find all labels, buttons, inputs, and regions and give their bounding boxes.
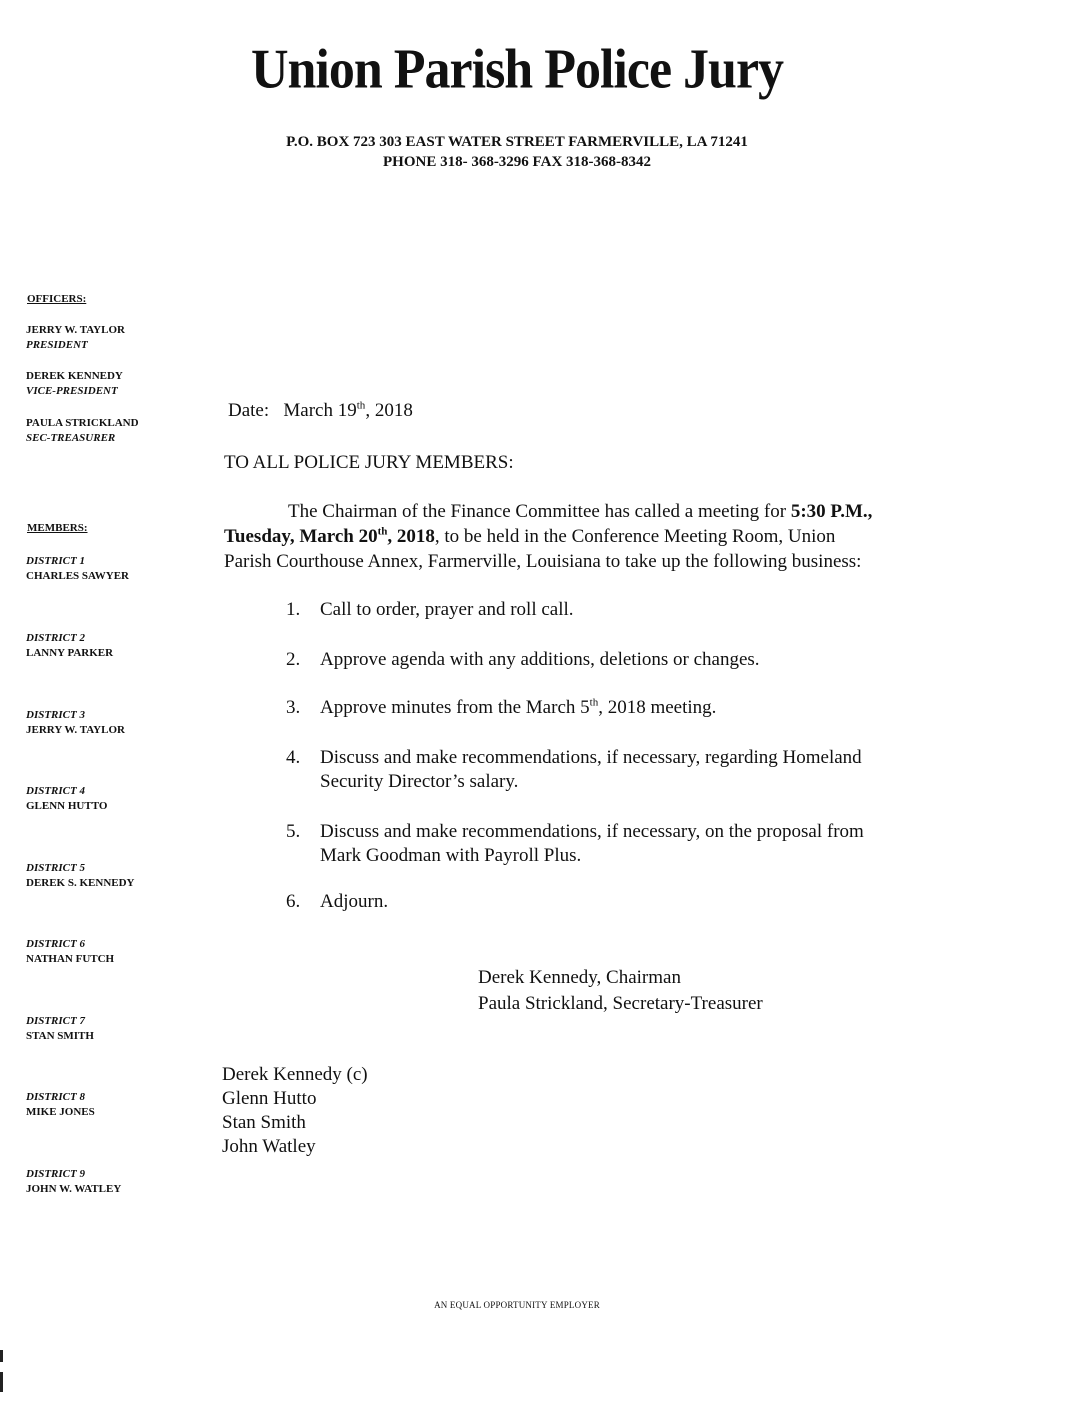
member-name: JOHN W. WATLEY — [26, 1183, 122, 1195]
date-suffix: th — [356, 399, 366, 412]
member-district: DISTRICT 9 — [26, 1168, 85, 1180]
officer-name: JERRY W. TAYLOR — [26, 324, 125, 336]
member-name: LANNY PARKER — [26, 647, 114, 659]
intro-line-1 — [288, 500, 872, 524]
intro-day-suffix: th — [377, 525, 388, 538]
committee-member: Stan Smith — [222, 1112, 306, 1133]
agenda-item-suffix: th — [589, 696, 599, 709]
agenda-item-text: Approve minutes from the March 5 — [320, 697, 590, 718]
intro-line-3: Parish Courthouse Annex, Farmerville, Louisiana to take up the following business: — [224, 551, 862, 572]
scan-mark — [0, 1350, 3, 1362]
member-name: STAN SMITH — [26, 1030, 94, 1042]
letter-date — [228, 399, 413, 423]
member-name: MIKE JONES — [26, 1106, 95, 1118]
letterhead-title: Union Parish Police Jury — [250, 38, 784, 101]
intro-year: , 2018 — [387, 526, 435, 547]
agenda-number: 5. — [286, 821, 301, 842]
member-district: DISTRICT 7 — [26, 1015, 85, 1027]
member-name: DEREK S. KENNEDY — [26, 877, 135, 889]
member-district: DISTRICT 6 — [26, 938, 85, 950]
member-district: DISTRICT 8 — [26, 1091, 85, 1103]
member-district: DISTRICT 1 — [26, 555, 85, 567]
members-heading: MEMBERS: — [27, 522, 88, 534]
agenda-item: Discuss and make recommendations, if necessary, on the proposal from — [320, 821, 864, 842]
member-name: JERRY W. TAYLOR — [26, 724, 125, 736]
member-district: DISTRICT 3 — [26, 709, 85, 721]
member-district: DISTRICT 5 — [26, 862, 85, 874]
officer-role: SEC-TREASURER — [26, 432, 116, 444]
officer-name: PAULA STRICKLAND — [26, 417, 139, 429]
officer-role: VICE-PRESIDENT — [26, 385, 118, 397]
agenda-number: 2. — [286, 649, 301, 670]
signature-secretary: Paula Strickland, Secretary-Treasurer — [478, 993, 763, 1014]
agenda-number: 4. — [286, 747, 301, 768]
agenda-item: Adjourn. — [320, 891, 389, 912]
intro-day — [224, 526, 435, 547]
member-name: CHARLES SAWYER — [26, 570, 129, 582]
salutation: TO ALL POLICE JURY MEMBERS: — [224, 452, 514, 473]
agenda-item: Discuss and make recommendations, if necessary, regarding Homeland — [320, 747, 862, 768]
agenda-number: 1. — [286, 599, 301, 620]
letterhead-address: P.O. BOX 723 303 EAST WATER STREET FARMERVILLE, LA 71241 — [286, 134, 748, 150]
intro-day-text: Tuesday, March 20 — [224, 526, 378, 547]
member-name: GLENN HUTTO — [26, 800, 108, 812]
intro-time: 5:30 P.M., — [790, 501, 873, 522]
agenda-item-text: , 2018 meeting. — [598, 697, 717, 718]
committee-member: John Watley — [222, 1136, 316, 1157]
agenda-item: Security Director’s salary. — [320, 771, 519, 792]
agenda-item: Mark Goodman with Payroll Plus. — [320, 845, 582, 866]
signature-chairman: Derek Kennedy, Chairman — [478, 967, 681, 988]
date-label: Date: — [228, 400, 270, 421]
member-name: NATHAN FUTCH — [26, 953, 115, 965]
intro-text: , to be held in the Conference Meeting Room, Union — [434, 526, 836, 547]
agenda-number: 6. — [286, 891, 301, 912]
agenda-item — [320, 696, 716, 720]
member-district: DISTRICT 4 — [26, 785, 85, 797]
intro-line-2 — [224, 525, 835, 549]
date-year: , 2018 — [365, 400, 413, 421]
committee-member: Glenn Hutto — [222, 1088, 317, 1109]
letterhead-phone: PHONE 318- 368-3296 FAX 318-368-8342 — [382, 154, 652, 170]
scan-mark — [0, 1372, 3, 1392]
officer-name: DEREK KENNEDY — [26, 370, 123, 382]
member-district: DISTRICT 2 — [26, 632, 85, 644]
officer-role: PRESIDENT — [26, 339, 88, 351]
committee-member: Derek Kennedy (c) — [222, 1064, 368, 1085]
agenda-number: 3. — [286, 697, 301, 718]
agenda-item: Call to order, prayer and roll call. — [320, 599, 574, 620]
footer-text: AN EQUAL OPPORTUNITY EMPLOYER — [434, 1300, 600, 1310]
date-month-day: March 19 — [283, 400, 357, 421]
intro-text: The Chairman of the Finance Committee has called a meeting for — [288, 501, 791, 522]
agenda-item: Approve agenda with any additions, deletions or changes. — [320, 649, 760, 670]
officers-heading: OFFICERS: — [27, 293, 87, 305]
